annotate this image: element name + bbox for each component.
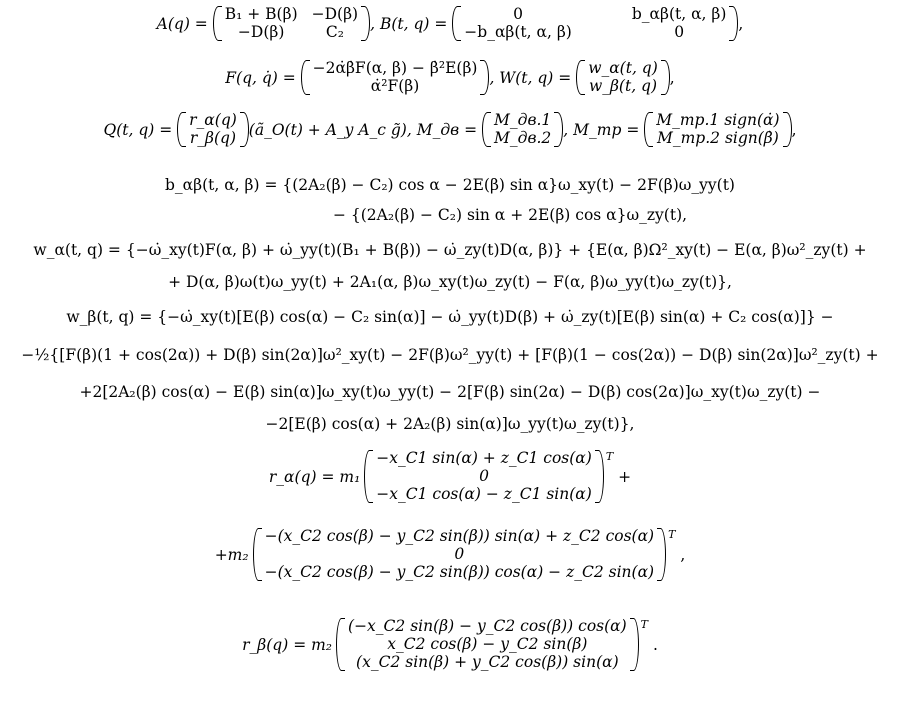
equation-Q-M (0, 112, 900, 147)
equation-b-line2: − {(2A₂(β) − C₂) sin α + 2E(β) cos α}ω_zy(t), (332, 206, 688, 224)
cell: 0 (479, 467, 489, 485)
matrix-Mtr (644, 112, 791, 147)
cell: 0 (513, 5, 523, 23)
matrix-A (213, 6, 370, 41)
equation-wb-line4: −2[E(β) cos(α) + 2A₂(β) sin(α)]ω_yy(t)ω_zy(t)}, (265, 415, 635, 433)
cell: x_C2 cos(β) − y_C2 sin(β) (387, 635, 588, 653)
Q-rest: (ã_O(t) + A_y A_c g̃), M_дв = (248, 120, 483, 139)
matrix-F (301, 60, 490, 95)
cell: (−x_C2 sin(β) − y_C2 cos(β)) cos(α) (348, 617, 627, 635)
B-lhs: , B(t, q) = (370, 14, 453, 33)
equation-A-B (0, 6, 900, 41)
cell: −x_C1 cos(α) − z_C1 sin(α) (376, 485, 592, 503)
matrix-ra2 (253, 528, 676, 581)
Q-lhs: Q(t, q) = (103, 120, 178, 139)
cell: −x_C1 sin(α) + z_C1 cos(α) (376, 449, 592, 467)
equation-F-W (0, 60, 900, 95)
equation-ra (0, 450, 900, 503)
cell: b_αβ(t, α, β) (631, 5, 727, 23)
cell: −b_αβ(t, α, β) (464, 23, 572, 41)
cell: 0 (454, 545, 465, 563)
cell: r_α(q) (189, 111, 237, 129)
cell: −2α̇β̇F(α, β) − β̇²E(β) (312, 59, 478, 77)
matrix-ra (364, 450, 613, 503)
cell: (x_C2 sin(β) + y_C2 cos(β)) sin(α) (356, 653, 619, 671)
transpose-mark: T (668, 528, 676, 541)
cell: w_β(t, q) (588, 77, 658, 95)
transpose-mark: T (640, 618, 649, 631)
punct: + (613, 467, 632, 486)
cell: M_дв.1 (494, 111, 552, 129)
Mtr-lhs: , M_тр = (563, 120, 645, 139)
F-lhs: F(q, q̇) = (225, 68, 301, 87)
punct: , (791, 120, 797, 139)
equation-wb-line3: +2[2A₂(β) cos(α) − E(β) sin(α)]ω_xy(t)ω_yy(t) − 2[F(β) sin(2α) − D(β) cos(2α)]ω_xy(t)ω_zy(t) − (79, 383, 821, 401)
matrix-Q (177, 112, 249, 147)
rb-lhs: r_β(q) = m₂ (242, 635, 333, 654)
matrix-rb (336, 618, 648, 671)
punct: , (738, 14, 744, 33)
A-lhs: A(q) = (156, 14, 213, 33)
equation-ra2 (0, 528, 900, 581)
equation-wa-line2: + D(α, β)ω(t)ω_yy(t) + 2A₁(α, β)ω_xy(t)ω_zy(t) − F(α, β)ω_yy(t)ω_zy(t)}, (168, 273, 732, 291)
cell: α̇²F(β) (370, 77, 420, 95)
cell: 0 (674, 23, 685, 41)
ra2-lhs: +m₂ (214, 545, 249, 564)
cell: r_β(q) (189, 129, 237, 147)
matrix-B (452, 6, 738, 41)
cell: −(x_C2 cos(β) − y_C2 sin(β)) sin(α) + z_C2 cos(α) (264, 527, 655, 545)
cell: w_α(t, q) (588, 59, 658, 77)
cell: B₁ + B(β) (224, 5, 298, 23)
transpose-mark: T (605, 450, 614, 463)
ra-lhs: r_α(q) = m₁ (268, 467, 361, 486)
equation-rb (0, 618, 900, 671)
punct: . (648, 635, 658, 654)
punct: , (675, 545, 686, 564)
equation-wb-line2: −½{[F(β)(1 + cos(2α)) + D(β) sin(2α)]ω²_xy(t) − 2F(β)ω²_yy(t) + [F(β)(1 − cos(2α)) − D(β) sin(2α)]ω²_zy(t) + (21, 346, 879, 364)
matrix-W (576, 60, 670, 95)
equation-wa-line1: w_α(t, q) = {−ω̇_xy(t)F(α, β) + ω̇_yy(t)(B₁ + B(β)) − ω̇_zy(t)D(α, β)} + {E(α, β)Ω²_xy(t) − E(α, β)ω²_zy(t) + (33, 241, 867, 259)
cell: −(x_C2 cos(β) − y_C2 sin(β)) cos(α) − z_C2 sin(α) (264, 563, 655, 581)
cell: −D(β) (237, 23, 285, 41)
cell: M_тр.1 sign(α̇) (656, 111, 780, 129)
cell: −D(β) (311, 5, 359, 23)
punct: , (669, 68, 675, 87)
equation-b-line1: b_αβ(t, α, β) = {(2A₂(β) − C₂) cos α − 2E(β) sin α}ω_xy(t) − 2F(β)ω_yy(t) (165, 176, 735, 194)
matrix-Mdv (482, 112, 563, 147)
W-lhs: , W(t, q) = (489, 68, 577, 87)
cell: M_тр.2 sign(β̇) (656, 129, 779, 147)
cell: C₂ (325, 23, 344, 41)
cell: M_дв.2 (494, 129, 552, 147)
equation-wb-line1: w_β(t, q) = {−ω̇_xy(t)[E(β) cos(α) − C₂ sin(α)] − ω̇_yy(t)D(β) + ω̇_zy(t)[E(β) sin(α) + C₂ cos(α)]} − (66, 308, 834, 326)
